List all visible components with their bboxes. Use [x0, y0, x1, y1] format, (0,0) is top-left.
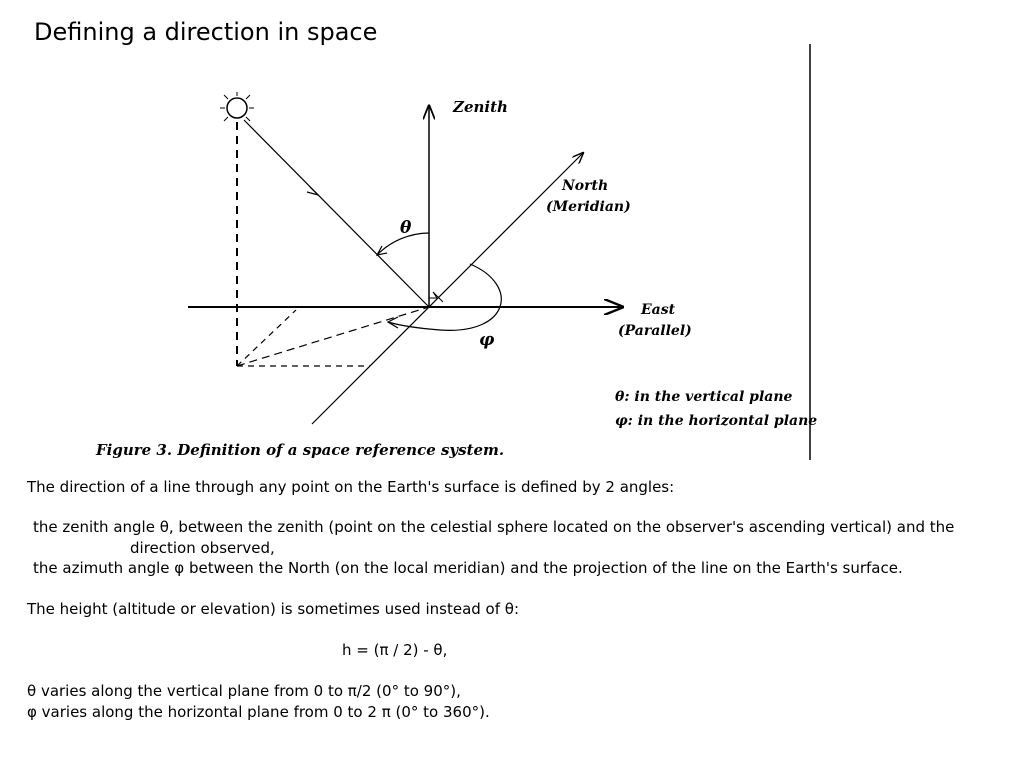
height-formula: h = (π / 2) - θ,: [342, 641, 448, 659]
meridian-label: (Meridian): [546, 199, 631, 215]
figure-caption: Figure 3. Definition of a space reference system.: [96, 441, 505, 459]
page-title: Defining a direction in space: [34, 18, 378, 46]
theta-range: θ varies along the vertical plane from 0 to π/2 (0° to 90°),: [27, 682, 461, 700]
direction-line: [244, 120, 429, 307]
zenith-label: Zenith: [453, 98, 508, 116]
intro-text: The direction of a line through any point on the Earth's surface is defined by 2 angles:: [27, 478, 675, 496]
parallel-label: (Parallel): [618, 323, 692, 339]
theta-label: θ: [400, 218, 412, 238]
azimuth-definition: the azimuth angle φ between the North (on the local meridian) and the projection of the line on the Earth's surface.: [33, 559, 903, 577]
zenith-definition-line2: direction observed,: [130, 539, 275, 557]
legend-phi: φ: in the horizontal plane: [615, 413, 818, 429]
dashed-east-component: [237, 310, 296, 366]
zenith-definition-line1: the zenith angle θ, between the zenith (point on the celestial sphere located on the observer's ascending vertical) and the: [33, 518, 955, 536]
north-label: North: [562, 178, 609, 194]
phi-label: φ: [479, 330, 495, 350]
sun-icon: [220, 92, 254, 121]
phi-range: φ varies along the horizontal plane from 0 to 2 π (0° to 360°).: [27, 703, 490, 721]
legend-theta: θ: in the vertical plane: [615, 389, 793, 405]
east-label: East: [641, 302, 676, 318]
north-axis: [312, 153, 583, 424]
phi-arc: [388, 264, 501, 330]
height-intro: The height (altitude or elevation) is sometimes used instead of θ:: [27, 600, 520, 618]
